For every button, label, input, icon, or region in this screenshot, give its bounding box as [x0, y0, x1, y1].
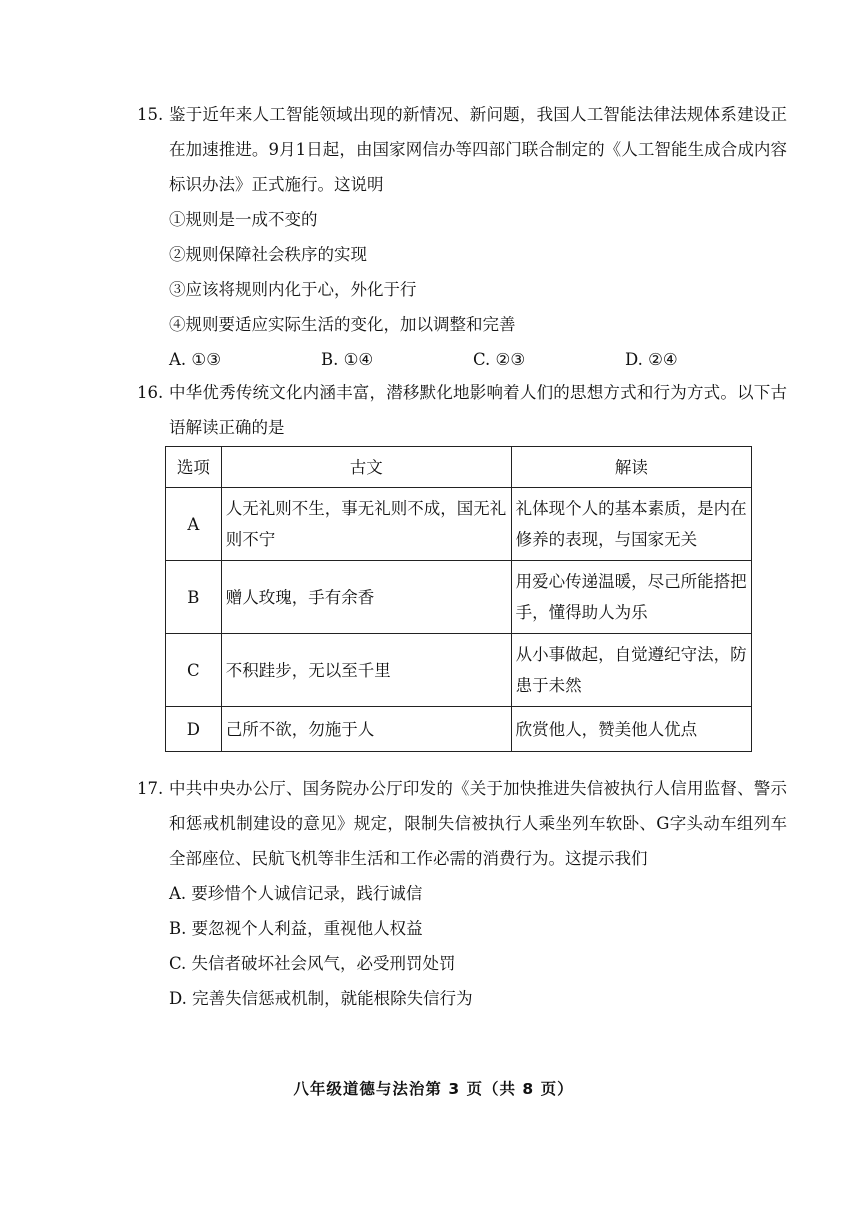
table-header-row	[166, 447, 752, 488]
option-d: D. ②④	[625, 350, 678, 369]
table-row	[166, 488, 752, 561]
option-b: B. ①④	[321, 350, 374, 369]
statement-4: ④规则要适应实际生活的变化，加以调整和完善	[169, 315, 516, 334]
row-interpretation: 礼体现个人的基本素质，是内在修养的表现，与国家无关	[511, 488, 751, 561]
option-a: A. ①③	[169, 350, 221, 369]
statement-3: ③应该将规则内化于心，外化于行	[169, 280, 417, 299]
classical-quotes-table	[165, 446, 752, 752]
option-c: C. ②③	[473, 350, 526, 369]
row-option: A	[166, 488, 222, 561]
option-c: C. 失信者破坏社会风气，必受刑罚处罚	[169, 954, 456, 973]
header-text: 古文	[221, 447, 511, 488]
question-number: 16.	[137, 383, 164, 402]
header-option: 选项	[166, 447, 222, 488]
option-d: D. 完善失信惩戒机制，就能根除失信行为	[169, 989, 473, 1008]
table-row	[166, 561, 752, 634]
row-text: 赠人玫瑰，手有余香	[221, 561, 511, 634]
option-a: A. 要珍惜个人诚信记录，践行诚信	[169, 884, 423, 903]
question-15	[137, 97, 787, 377]
question-stem: 中华优秀传统文化内涵丰富，潜移默化地影响着人们的思想方式和行为方式。以下古语解读正确的是	[169, 383, 787, 437]
row-text: 己所不欲，勿施于人	[221, 707, 511, 752]
row-interpretation: 欣赏他人，赞美他人优点	[511, 707, 751, 752]
option-b: B. 要忽视个人利益，重视他人权益	[169, 919, 423, 938]
question-17	[137, 771, 787, 1016]
table-row	[166, 634, 752, 707]
statement-1: ①规则是一成不变的	[169, 210, 318, 229]
row-option: B	[166, 561, 222, 634]
row-text: 不积跬步，无以至千里	[221, 634, 511, 707]
row-option: C	[166, 634, 222, 707]
question-number: 17.	[137, 779, 164, 798]
row-interpretation: 从小事做起，自觉遵纪守法，防患于未然	[511, 634, 751, 707]
table-row	[166, 707, 752, 752]
row-text: 人无礼则不生，事无礼则不成，国无礼则不宁	[221, 488, 511, 561]
header-interpretation: 解读	[511, 447, 751, 488]
row-interpretation: 用爱心传递温暖，尽己所能搭把手，懂得助人为乐	[511, 561, 751, 634]
answer-options	[169, 342, 787, 377]
statement-2: ②规则保障社会秩序的实现	[169, 245, 367, 264]
page-footer: 八年级道德与法治第 3 页（共 8 页）	[293, 1080, 574, 1098]
question-stem: 中共中央办公厅、国务院办公厅印发的《关于加快推进失信被执行人信用监督、警示和惩戒机制建设的意见》规定，限制失信被执行人乘坐列车软卧、G字头动车组列车全部座位、民航飞机等非生活和工作必需的消费行为。这提示我们	[169, 779, 787, 868]
question-stem: 鉴于近年来人工智能领域出现的新情况、新问题，我国人工智能法律法规体系建设正在加速推进。9月1日起，由国家网信办等四部门联合制定的《人工智能生成合成内容标识办法》正式施行。这说明	[169, 105, 787, 194]
question-number: 15.	[137, 105, 164, 124]
row-option: D	[166, 707, 222, 752]
question-16	[137, 375, 787, 445]
